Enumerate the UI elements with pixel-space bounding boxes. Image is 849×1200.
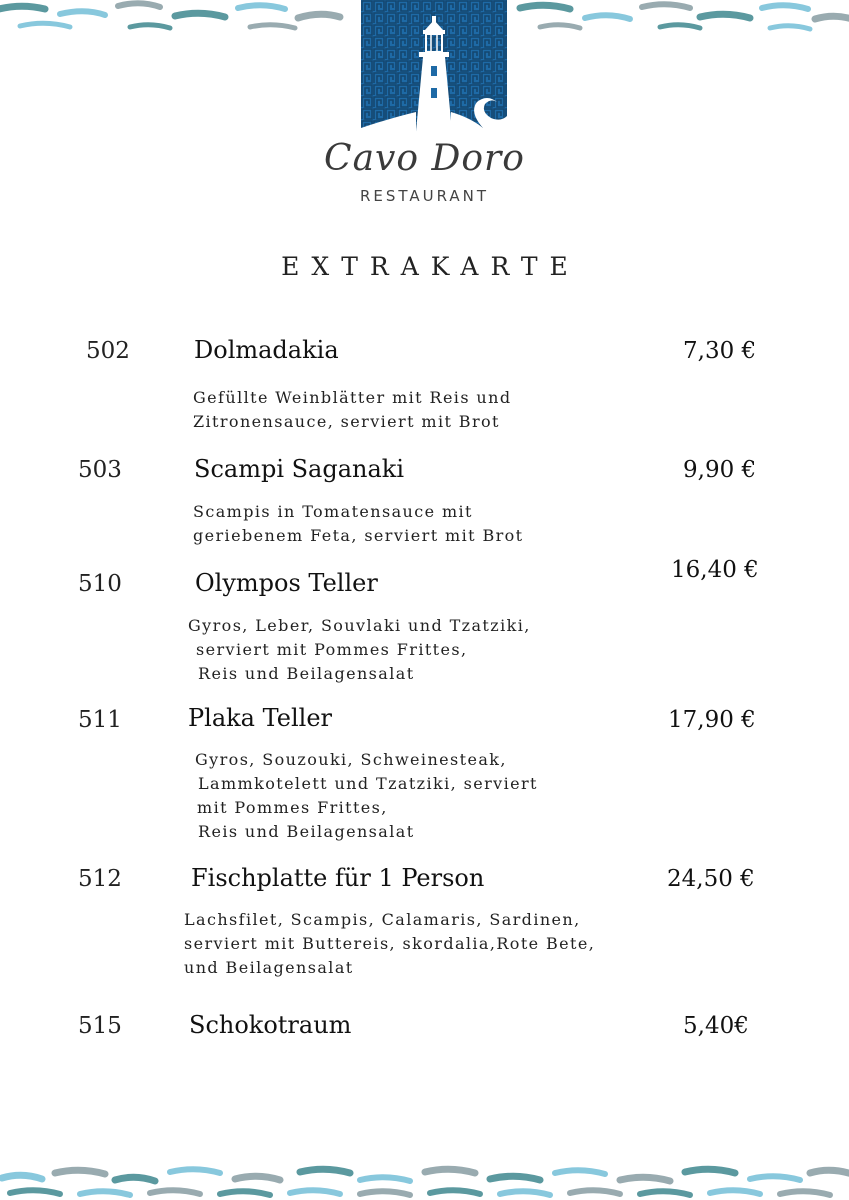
- item-name: Dolmadakia: [194, 336, 339, 364]
- description-line: mit Pommes Frittes,: [197, 798, 388, 817]
- item-number: 515: [78, 1013, 122, 1039]
- item-price: 24,50 €: [667, 866, 755, 892]
- item-description: [195, 748, 538, 844]
- item-description: [188, 614, 531, 686]
- description-line: Gefüllte Weinblätter mit Reis und: [193, 388, 512, 407]
- description-line: Zitronensauce, serviert mit Brot: [193, 412, 500, 431]
- description-line: Reis und Beilagensalat: [198, 664, 415, 683]
- item-description: [184, 908, 595, 980]
- item-name: Plaka Teller: [188, 704, 332, 732]
- item-name: Scampi Saganaki: [194, 455, 405, 483]
- description-line: serviert mit Pommes Frittes,: [196, 640, 468, 659]
- item-number: 510: [78, 571, 122, 597]
- bottom-brush-border: [0, 1164, 849, 1200]
- description-line: Scampis in Tomatensauce mit: [193, 502, 473, 521]
- item-number: 512: [78, 866, 122, 892]
- item-number: 511: [78, 707, 122, 733]
- description-line: geriebenem Feta, serviert mit Brot: [193, 526, 524, 545]
- description-line: und Beilagensalat: [184, 958, 354, 977]
- menu-title: EXTRAKARTE: [281, 252, 580, 281]
- description-line: Lachsfilet, Scampis, Calamaris, Sardinen,: [184, 910, 581, 929]
- item-price: 9,90 €: [683, 457, 757, 483]
- restaurant-name: Cavo Doro: [324, 138, 525, 179]
- item-price: 17,90 €: [668, 707, 756, 733]
- item-number: 503: [78, 457, 122, 483]
- item-description: [193, 500, 524, 548]
- item-name: Fischplatte für 1 Person: [191, 864, 485, 892]
- item-price: 5,40€: [683, 1013, 749, 1039]
- item-number: 502: [86, 338, 130, 364]
- description-line: Gyros, Souzouki, Schweinesteak,: [195, 750, 507, 769]
- item-name: Schokotraum: [189, 1011, 352, 1039]
- item-price: 16,40 €: [671, 557, 759, 583]
- item-price: 7,30 €: [683, 338, 757, 364]
- restaurant-subtitle: RESTAURANT: [359, 187, 490, 205]
- description-line: Reis und Beilagensalat: [198, 822, 415, 841]
- description-line: Lammkotelett und Tzatziki, serviert: [198, 774, 538, 793]
- item-description: [193, 386, 511, 434]
- item-name: Olympos Teller: [195, 569, 378, 597]
- lighthouse-logo: [361, 0, 507, 142]
- description-line: serviert mit Buttereis, skordalia,Rote Bete,: [184, 934, 596, 953]
- description-line: Gyros, Leber, Souvlaki und Tzatziki,: [188, 616, 531, 635]
